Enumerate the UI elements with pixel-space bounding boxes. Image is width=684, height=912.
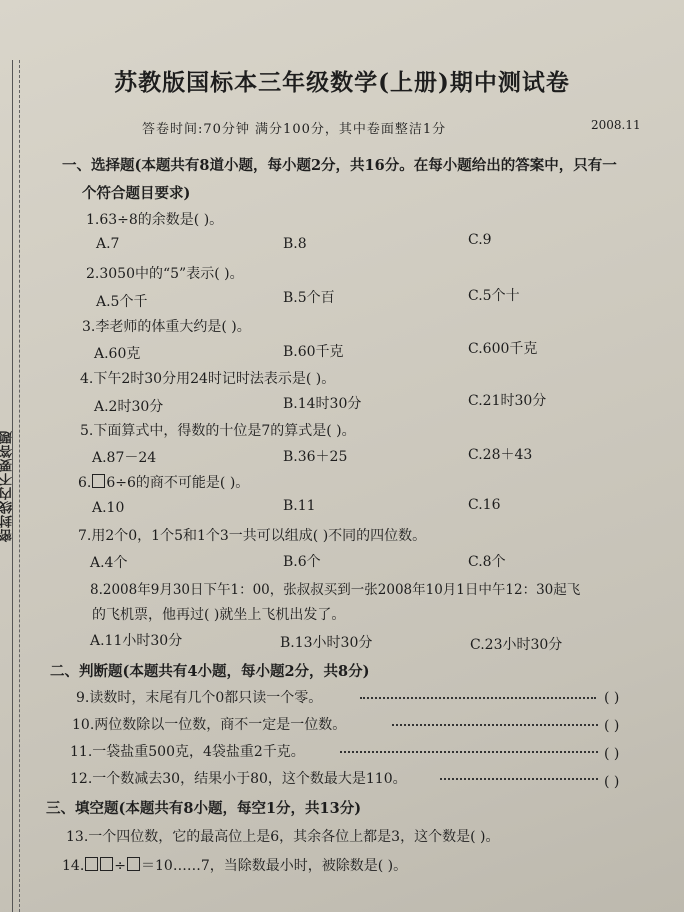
q5-option-c: C.28＋43 bbox=[468, 447, 533, 463]
margin-note: 密封线内不要答题 bbox=[0, 430, 15, 542]
blank-box bbox=[127, 857, 140, 871]
judge-item-10: 10.两位数除以一位数，商不一定是一位数。 bbox=[72, 717, 347, 733]
leader-dots bbox=[360, 697, 596, 699]
exam-subtitle: 答卷时间:70分钟 满分100分，其中卷面整洁1分 bbox=[142, 122, 447, 137]
question-2: 2.3050中的“5”表示( )。 bbox=[86, 266, 244, 282]
q5-option-a: A.87－24 bbox=[92, 450, 157, 466]
q3-option-a: A.60克 bbox=[94, 346, 141, 362]
fill-item-13: 13.一个四位数，它的最高位上是6，其余各位上都是3，这个数是( )。 bbox=[66, 829, 500, 845]
question-4: 4.下午2时30分用24时记时法表示是( )。 bbox=[80, 371, 336, 387]
q2-option-c: C.5个十 bbox=[468, 288, 520, 304]
q1-option-c: C.9 bbox=[468, 232, 492, 248]
blank-box bbox=[100, 857, 113, 871]
seal-line bbox=[19, 60, 20, 912]
leader-dots bbox=[340, 751, 598, 753]
q1-option-b: B.8 bbox=[283, 236, 307, 252]
q8-option-c: C.23小时30分 bbox=[470, 637, 563, 653]
q7-option-c: C.8个 bbox=[468, 554, 506, 570]
q4-option-a: A.2时30分 bbox=[94, 399, 164, 415]
answer-paren-11: ( ) bbox=[604, 746, 620, 762]
judge-item-11: 11.一袋盐重500克，4袋盐重2千克。 bbox=[70, 744, 305, 760]
exam-date: 2008.11 bbox=[591, 118, 641, 132]
q7-option-a: A.4个 bbox=[90, 555, 128, 571]
q6-option-c: C.16 bbox=[468, 497, 501, 513]
section2-heading: 二、判断题(本题共有4小题，每小题2分，共8分) bbox=[50, 663, 370, 680]
blank-box bbox=[85, 857, 98, 871]
q8-option-b: B.13小时30分 bbox=[280, 635, 373, 651]
answer-paren-12: ( ) bbox=[604, 774, 620, 790]
question-8-cont: 的飞机票，他再过( )就坐上飞机出发了。 bbox=[92, 607, 346, 623]
section1-heading: 一、选择题(本题共有8道小题，每小题2分，共16分。在每小题给出的答案中，只有一 bbox=[62, 157, 617, 174]
answer-paren-9: ( ) bbox=[604, 690, 620, 706]
question-7: 7.用2个0，1个5和1个3一共可以组成( )不同的四位数。 bbox=[78, 528, 427, 544]
question-5: 5.下面算式中，得数的十位是7的算式是( )。 bbox=[80, 423, 356, 439]
judge-item-12: 12.一个数减去30，结果小于80，这个数最大是110。 bbox=[70, 771, 407, 787]
q3-option-c: C.600千克 bbox=[468, 341, 538, 357]
q6-option-a: A.10 bbox=[92, 500, 125, 516]
section1-heading-cont: 个符合题目要求) bbox=[82, 185, 191, 202]
question-8: 8.2008年9月30日下午1：00，张叔叔买到一张2008年10月1日中午12：30起飞 bbox=[90, 582, 581, 598]
question-6: 6. 6÷6的商不可能是( )。 bbox=[78, 475, 250, 491]
leader-dots bbox=[392, 724, 598, 726]
q4-option-b: B.14时30分 bbox=[283, 396, 362, 412]
q4-option-c: C.21时30分 bbox=[468, 393, 547, 409]
section3-heading: 三、填空题(本题共有8小题，每空1分，共13分) bbox=[46, 800, 362, 817]
answer-paren-10: ( ) bbox=[604, 718, 620, 734]
blank-box bbox=[92, 474, 105, 488]
fill-item-14: 14. ÷ ＝10……7，当除数最小时，被除数是( )。 bbox=[62, 858, 408, 874]
q2-option-a: A.5个千 bbox=[96, 294, 148, 310]
exam-title: 苏教版国标本三年级数学(上册)期中测试卷 bbox=[114, 69, 570, 96]
q7-option-b: B.6个 bbox=[283, 554, 321, 570]
q5-option-b: B.36＋25 bbox=[283, 449, 348, 465]
q3-option-b: B.60千克 bbox=[283, 344, 344, 360]
q8-option-a: A.11小时30分 bbox=[90, 633, 183, 649]
q2-option-b: B.5个百 bbox=[283, 290, 335, 306]
question-3: 3.李老师的体重大约是( )。 bbox=[82, 319, 251, 335]
leader-dots bbox=[440, 778, 598, 780]
question-1: 1.63÷8的余数是( )。 bbox=[86, 212, 224, 228]
q1-option-a: A.7 bbox=[96, 236, 120, 252]
judge-item-9: 9.读数时，末尾有几个0都只读一个零。 bbox=[76, 690, 323, 706]
q6-option-b: B.11 bbox=[283, 498, 316, 514]
